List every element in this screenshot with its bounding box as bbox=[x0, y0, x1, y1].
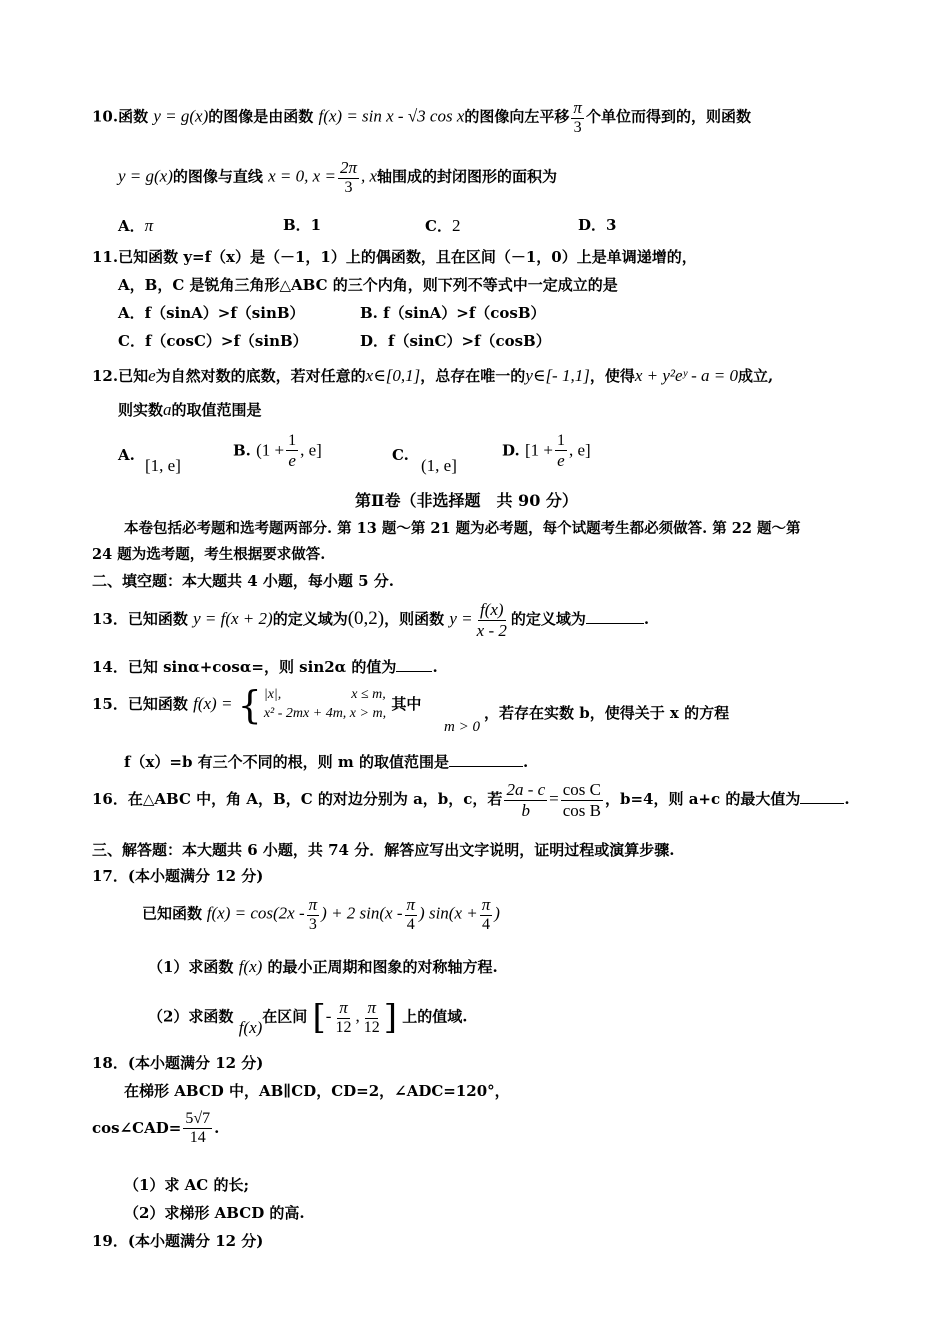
q17-p2-frac1 bbox=[333, 998, 353, 1037]
q10-optD: D．3 bbox=[578, 216, 617, 234]
q10-optA-label: A． bbox=[118, 217, 145, 235]
q13-answer-blank[interactable] bbox=[586, 609, 644, 624]
q18-line1: 在梯形 ABCD 中，AB∥CD，CD=2，∠ADC=120°， bbox=[124, 1082, 510, 1100]
q12-optB-frac bbox=[286, 432, 298, 471]
q11-optC: C．f（cosC）>f（sinB） bbox=[118, 332, 308, 350]
q10-line2-suffix: 轴围成的封闭图形的面积为 bbox=[377, 167, 558, 186]
q17-p2-minus: - bbox=[325, 1006, 332, 1026]
q11-line1: 11.已知函数 y=f（x）是（－1，1）上的偶函数，且在区间（－1，0）上是单调递增的， bbox=[92, 248, 697, 266]
q18-cos-end: . bbox=[214, 1118, 220, 1137]
q10-eq2: , x bbox=[360, 166, 378, 186]
q16-den1: b bbox=[521, 800, 531, 820]
q18-cos bbox=[92, 1110, 219, 1148]
part2-title: 第Ⅱ卷（非选择题 共 90 分） bbox=[355, 491, 578, 510]
q18-part2: （2）求梯形 ABCD 的高. bbox=[124, 1204, 305, 1222]
q15-cases bbox=[264, 686, 386, 724]
q19-head: 19．(本小题满分 12 分) bbox=[92, 1232, 264, 1250]
q12-optD-num: 1 bbox=[555, 432, 567, 451]
q13-num: f(x) bbox=[479, 600, 504, 619]
q14-end: . bbox=[432, 658, 438, 676]
q10-shift-den: 3 bbox=[573, 118, 582, 136]
q17-left-bracket: [ bbox=[312, 997, 326, 1038]
q17-p1-a: （1）求函数 bbox=[148, 958, 234, 976]
q10-optA-val: π bbox=[144, 216, 154, 235]
q15-end: . bbox=[523, 753, 529, 771]
q17-d1: 3 bbox=[308, 915, 317, 933]
q12-optB-num: 1 bbox=[286, 432, 298, 451]
q12-line1 bbox=[92, 366, 773, 386]
q14 bbox=[92, 657, 438, 676]
q10-optB: B．1 bbox=[283, 216, 322, 234]
q12-optB-label: B. bbox=[233, 441, 251, 460]
q13-dom: (0,2) bbox=[347, 608, 385, 630]
q17-f1: f(x) = cos(2x - bbox=[206, 903, 305, 923]
q12-optB bbox=[233, 432, 322, 471]
q15-case1: |x|, x ≤ m, bbox=[263, 687, 386, 703]
q15-fx: f(x) = bbox=[193, 694, 233, 713]
q15-case2: x² - 2mx + 4m, x > m, bbox=[263, 706, 387, 721]
q17-p2-frac2 bbox=[362, 998, 382, 1037]
q12-optB-right: , e] bbox=[300, 440, 322, 460]
q12-optD-label: D. bbox=[502, 441, 520, 460]
q13-f1: y = f(x + 2) bbox=[193, 609, 273, 629]
q15-line2 bbox=[124, 752, 528, 771]
q10-line-frac bbox=[338, 158, 359, 197]
q17-p1-fx: f(x) bbox=[238, 957, 263, 976]
q12-line2 bbox=[118, 400, 262, 420]
q10-ygx: y = g(x) bbox=[153, 106, 209, 126]
q18-num: 5√7 bbox=[183, 1110, 212, 1129]
q17-part1 bbox=[148, 957, 498, 977]
q12-c: ，总存在唯一的 bbox=[420, 367, 526, 385]
q12-e: e bbox=[148, 366, 156, 385]
q13-y: y = bbox=[449, 609, 473, 629]
part2-intro-2: 24 题为选考题，考生根据要求做答. bbox=[92, 546, 326, 563]
q17-d2: 4 bbox=[406, 915, 415, 933]
q10-line1 bbox=[92, 98, 751, 137]
q12-d: ，使得 bbox=[589, 367, 635, 385]
q17-p2-d2: 12 bbox=[363, 1018, 380, 1036]
q12-line2-b: 的取值范围是 bbox=[171, 401, 262, 419]
q10-shift-num: π bbox=[573, 98, 582, 117]
q18-part1: （1）求 AC 的长; bbox=[124, 1176, 249, 1194]
q17-frac2 bbox=[405, 895, 418, 934]
q16-end: . bbox=[844, 790, 850, 809]
q17-d3: 4 bbox=[482, 915, 490, 933]
q12-b: 为自然对数的底数，若对任意的 bbox=[155, 367, 366, 385]
q12-optD-left: [1 + bbox=[524, 440, 553, 460]
q10-line2 bbox=[118, 158, 557, 197]
q12-optA bbox=[118, 446, 135, 464]
q12-optD-frac bbox=[555, 432, 567, 471]
q17-p2-b: 在区间 bbox=[262, 1007, 308, 1026]
q12-optD-den: e bbox=[557, 451, 565, 471]
q12-e-end: 成立, bbox=[738, 367, 774, 385]
q17-p2-a: （2）求函数 bbox=[148, 1007, 234, 1026]
q12-optA-val: [1, e] bbox=[145, 456, 181, 475]
q17-p1-b: 的最小正周期和图象的对称轴方程. bbox=[267, 958, 498, 976]
q11-optB: B. f（sinA）>f（cosB） bbox=[360, 304, 546, 322]
q14-answer-blank[interactable] bbox=[396, 657, 432, 672]
q10-mid: 的图像是由函数 bbox=[208, 107, 314, 126]
q15-cond: m > 0 bbox=[444, 719, 480, 735]
q15-c: ，若存在实数 b，使得关于 x 的方程 bbox=[484, 704, 730, 722]
q12-line2-a: 则实数 bbox=[118, 401, 164, 419]
section-fill-blank: 二、填空题：本大题共 4 小题，每小题 5 分. bbox=[92, 572, 394, 590]
q16-num2: cos C bbox=[562, 780, 601, 799]
q17-n3: π bbox=[481, 895, 491, 914]
q17-n1: π bbox=[308, 895, 318, 914]
q17-frac1 bbox=[307, 895, 320, 934]
q16 bbox=[92, 780, 850, 820]
q17-f3: ) sin(x + bbox=[419, 903, 478, 923]
q10-shift-frac bbox=[571, 98, 584, 137]
q16-eq: = bbox=[549, 789, 559, 809]
q10-eq1: x = 0, x = bbox=[268, 166, 336, 186]
q18-den: 14 bbox=[189, 1129, 206, 1147]
q10-line2-mid: 的图像与直线 bbox=[172, 167, 263, 186]
q15-b: 其中 bbox=[391, 695, 422, 713]
q13-b: 的定义域为 bbox=[272, 610, 348, 629]
q10-optC bbox=[425, 216, 460, 236]
q10-optC-val: 2 bbox=[451, 216, 461, 235]
q12-var-a: a bbox=[163, 400, 172, 419]
q11-line2: A，B，C 是锐角三角形△ABC 的三个内角，则下列不等式中一定成立的是 bbox=[118, 276, 618, 294]
q10-optA bbox=[118, 216, 153, 236]
q17-a: 已知函数 bbox=[142, 904, 203, 923]
q17-p2-n2: π bbox=[367, 998, 376, 1017]
q12-optC-val: (1, e] bbox=[421, 456, 457, 475]
q16-num1: 2a - c bbox=[506, 780, 546, 799]
q17-p2-fx: f(x) bbox=[238, 1018, 263, 1038]
q17-frac3 bbox=[480, 895, 493, 934]
q16-frac2 bbox=[561, 780, 603, 820]
q11-optD: D．f（sinC）>f（cosB） bbox=[360, 332, 551, 350]
q15-a: 15．已知函数 bbox=[92, 695, 188, 713]
q13-frac bbox=[475, 600, 509, 640]
q12-yrange: y∈[- 1,1] bbox=[525, 366, 590, 385]
q10-line-num: 2π bbox=[339, 158, 357, 177]
q15-piecewise bbox=[237, 683, 387, 727]
q17-part2 bbox=[148, 998, 467, 1037]
q17-n2: π bbox=[406, 895, 416, 914]
q18-cos-a: cos∠CAD= bbox=[92, 1118, 182, 1137]
section-solutions: 三、解答题：本大题共 6 小题，共 74 分．解答应写出文字说明，证明过程或演算步骤. bbox=[92, 841, 675, 859]
q16-a: 16．在△ABC 中，角 A，B，C 的对边分别为 a，b，c，若 bbox=[92, 790, 503, 809]
q12-optA-label: A. bbox=[118, 446, 135, 464]
q16-answer-blank[interactable] bbox=[800, 789, 844, 804]
part2-intro-1: 本卷包括必考题和选考题两部分. 第 13 题～第 21 题为必考题，每个试题考生都必须做答. 第 22 题～第 bbox=[124, 520, 801, 537]
q13-end: . bbox=[643, 610, 650, 629]
q13 bbox=[92, 600, 649, 640]
q17-head: 17．(本小题满分 12 分) bbox=[92, 867, 264, 885]
q10-line-den: 3 bbox=[344, 178, 353, 196]
q12-optC bbox=[392, 446, 409, 464]
q12-optB-den: e bbox=[288, 451, 296, 471]
q17-right-bracket: ] bbox=[383, 997, 397, 1038]
q15-line2-text: f（x）=b 有三个不同的根，则 m 的取值范围是 bbox=[124, 753, 449, 771]
q15 bbox=[92, 683, 422, 727]
q12-optC-label: C. bbox=[392, 446, 409, 464]
q12-a: 12.已知 bbox=[92, 367, 149, 385]
q15-answer-blank[interactable] bbox=[449, 752, 523, 767]
q12-xrange: x∈[0,1] bbox=[365, 366, 421, 385]
q10-mid2: 的图像向左平移 bbox=[464, 107, 570, 126]
q12-optD bbox=[502, 432, 591, 471]
q18-head: 18．(本小题满分 12 分) bbox=[92, 1054, 264, 1072]
q10-ygx2: y = g(x) bbox=[118, 166, 173, 186]
q16-frac1 bbox=[504, 780, 547, 820]
q15-brace: { bbox=[237, 683, 262, 727]
q13-a: 13．已知函数 bbox=[92, 610, 188, 629]
q11-optA: A．f（sinA）>f（sinB） bbox=[118, 304, 305, 322]
q13-den: x - 2 bbox=[476, 620, 507, 640]
q12-optB-left: (1 + bbox=[256, 440, 285, 460]
q13-c: ，则函数 bbox=[384, 610, 445, 629]
q10-optC-label: C． bbox=[425, 217, 452, 235]
q17-p2-c: 上的值域. bbox=[402, 1007, 468, 1026]
q17-p2-comma: , bbox=[355, 1006, 360, 1026]
q10-fx: f(x) = sin x - √3 cos x bbox=[318, 106, 465, 126]
q17-f4: ) bbox=[494, 903, 500, 923]
q17-given bbox=[142, 895, 500, 934]
q14-a: 14．已知 sinα+cosα=，则 sin2α 的值为 bbox=[92, 658, 397, 676]
q17-f2: ) + 2 sin(x - bbox=[321, 903, 403, 923]
q10-suffix: 个单位而得到的，则函数 bbox=[585, 107, 751, 126]
q18-frac bbox=[183, 1110, 212, 1148]
q12-equation: x + y²eʸ - a = 0 bbox=[634, 366, 739, 385]
q16-b: ，b=4，则 a+c 的最大值为 bbox=[605, 790, 801, 809]
q12-optD-right: , e] bbox=[568, 440, 591, 460]
q17-p2-d1: 12 bbox=[335, 1018, 352, 1036]
q17-p2-n1: π bbox=[339, 998, 348, 1017]
q13-d: 的定义域为 bbox=[510, 610, 586, 629]
q10-prefix: 10.函数 bbox=[92, 107, 149, 126]
q16-den2: cos B bbox=[562, 800, 601, 820]
